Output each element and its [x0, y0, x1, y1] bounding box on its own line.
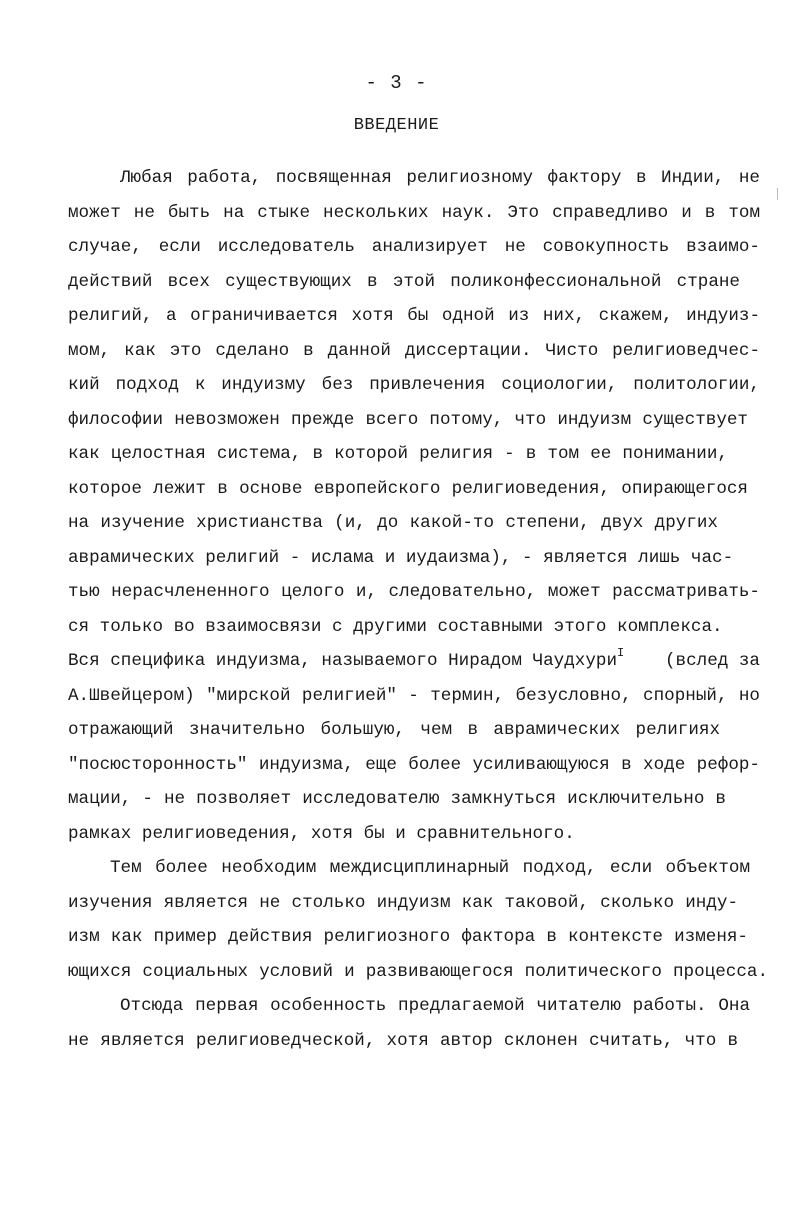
paragraph-1-line-19: мации, - не позволяет исследователю замкнуться исключительно в: [68, 789, 726, 809]
page-number: - 3 -: [365, 72, 428, 94]
paragraph-1-line-10: которое лежит в основе европейского религиоведения, опирающегося: [68, 479, 748, 499]
paragraph-1-line-18: "посюсторонность" индуизма, еще более усиливающуюся в ходе рефор-: [68, 755, 760, 775]
paragraph-1-line-8: философии невозможен прежде всего потому, что индуизм существует: [68, 410, 748, 430]
paragraph-1-line-1: Любая работа, посвященная религиозному фактору в Индии, не: [120, 168, 760, 188]
paragraph-2-line-3: изм как пример действия религиозного фактора в контексте изменя-: [68, 927, 748, 947]
paragraph-1-line-15-tail: (вслед за: [664, 651, 760, 671]
paragraph-1-line-13: тью нерасчлененного целого и, следовательно, может рассматривать-: [68, 582, 760, 602]
paragraph-1-line-15: [68, 644, 624, 679]
section-title: ВВЕДЕНИЕ: [353, 116, 440, 135]
footnote-mark: I: [617, 646, 625, 661]
paragraph-3-line-1: Отсюда первая особенность предлагаемой читателю работы. Она: [120, 996, 750, 1016]
paragraph-1-line-15-text: Вся специфика индуизма, называемого Нирадом Чаудхури: [68, 651, 618, 671]
paragraph-1-line-5: религий, а ограничивается хотя бы одной из них, скажем, индуиз-: [68, 306, 760, 326]
paragraph-1-line-17: отражающий значительно большую, чем в аврамических религиях: [68, 720, 720, 740]
paragraph-1-line-16: А.Швейцером) "мирской религией" - термин, безусловно, спорный, но: [68, 686, 760, 706]
paragraph-2-line-2: изучения является не столько индуизм как таковой, сколько инду-: [68, 893, 738, 913]
margin-mark: [777, 188, 778, 200]
paragraph-1-line-4: действий всех существующих в этой поликонфессиональной стране: [68, 272, 740, 292]
paragraph-2-line-1: Тем более необходим междисциплинарный подход, если объектом: [110, 858, 750, 878]
paragraph-1-line-9: как целостная система, в которой религия - в том ее понимании,: [68, 444, 728, 464]
paragraph-1-line-11: на изучение христианства (и, до какой-то степени, двух других: [68, 513, 718, 533]
paragraph-2-line-4: ющихся социальных условий и развивающегося политического процесса.: [68, 962, 768, 982]
paragraph-3-line-2: не является религиоведческой, хотя автор склонен считать, что в: [68, 1031, 738, 1051]
paragraph-1-line-2: может не быть на стыке нескольких наук. Это справедливо и в том: [68, 203, 760, 223]
paragraph-1-line-12: аврамических религий - ислама и иудаизма), - является лишь час-: [68, 548, 734, 568]
paragraph-1-line-3: случае, если исследователь анализирует не совокупность взаимо-: [68, 237, 760, 257]
paragraph-1-line-7: кий подход к индуизму без привлечения социологии, политологии,: [68, 375, 760, 395]
paragraph-1-line-6: мом, как это сделано в данной диссертации. Чисто религиоведчес-: [68, 341, 760, 361]
paragraph-1-line-20: рамках религиоведения, хотя бы и сравнительного.: [68, 824, 575, 844]
paragraph-1-line-14: ся только во взаимосвязи с другими составными этого комплекса.: [68, 617, 723, 637]
